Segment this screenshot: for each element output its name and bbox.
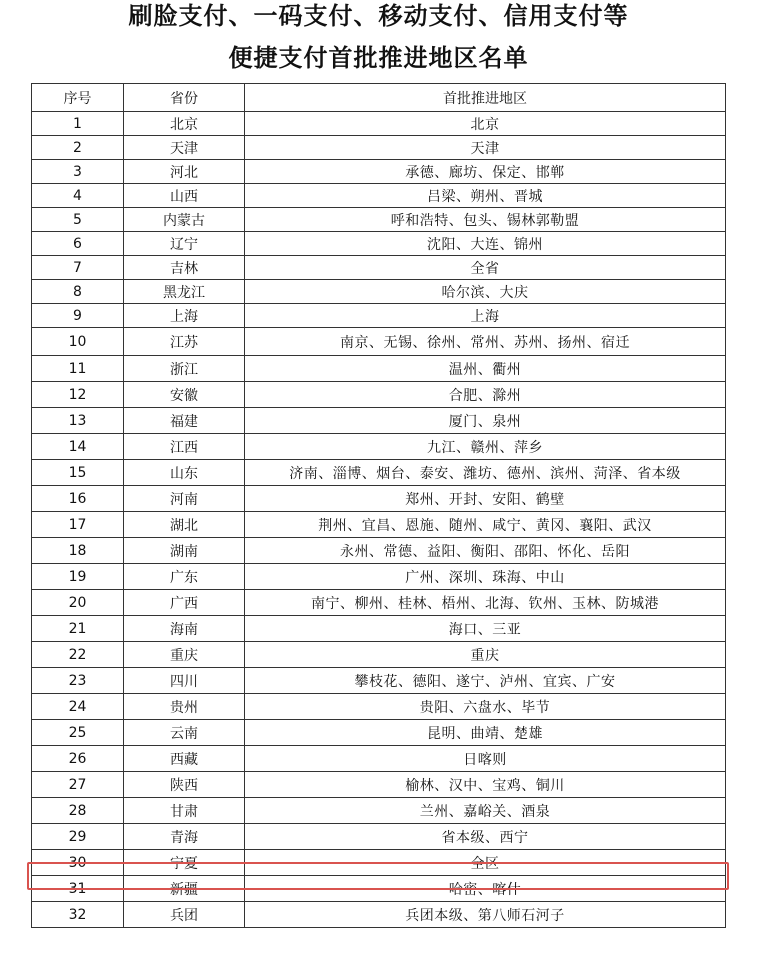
table-row xyxy=(32,850,726,876)
row-number: 31 xyxy=(32,876,124,902)
row-province: 福建 xyxy=(124,408,245,434)
row-number: 7 xyxy=(32,256,124,280)
table-row xyxy=(32,356,726,382)
row-number: 1 xyxy=(32,112,124,136)
row-province: 安徽 xyxy=(124,382,245,408)
row-number: 18 xyxy=(32,538,124,564)
table-header-row xyxy=(32,84,726,112)
table-row xyxy=(32,668,726,694)
table-row xyxy=(32,208,726,232)
row-province: 河南 xyxy=(124,486,245,512)
row-province: 吉林 xyxy=(124,256,245,280)
row-regions: 榆林、汉中、宝鸡、铜川 xyxy=(245,772,726,798)
table-row xyxy=(32,256,726,280)
table-row xyxy=(32,746,726,772)
row-regions: 哈尔滨、大庆 xyxy=(245,280,726,304)
row-regions: 兵团本级、第八师石河子 xyxy=(245,902,726,928)
table-row xyxy=(32,824,726,850)
row-province: 新疆 xyxy=(124,876,245,902)
table-row xyxy=(32,460,726,486)
row-number: 30 xyxy=(32,850,124,876)
row-regions: 重庆 xyxy=(245,642,726,668)
row-province: 湖南 xyxy=(124,538,245,564)
table-row xyxy=(32,184,726,208)
table-row xyxy=(32,408,726,434)
header-number: 序号 xyxy=(32,84,124,112)
row-number: 11 xyxy=(32,356,124,382)
row-province: 湖北 xyxy=(124,512,245,538)
row-number: 27 xyxy=(32,772,124,798)
row-regions: 日喀则 xyxy=(245,746,726,772)
row-number: 6 xyxy=(32,232,124,256)
row-number: 20 xyxy=(32,590,124,616)
row-regions: 攀枝花、德阳、遂宁、泸州、宜宾、广安 xyxy=(245,668,726,694)
row-regions: 哈密、喀什 xyxy=(245,876,726,902)
table-row xyxy=(32,538,726,564)
title-line-1: 刷脸支付、一码支付、移动支付、信用支付等 xyxy=(128,1,629,30)
row-province: 北京 xyxy=(124,112,245,136)
row-number: 9 xyxy=(32,304,124,328)
table-row xyxy=(32,772,726,798)
row-number: 13 xyxy=(32,408,124,434)
row-regions: 上海 xyxy=(245,304,726,328)
row-province: 四川 xyxy=(124,668,245,694)
row-number: 26 xyxy=(32,746,124,772)
row-number: 32 xyxy=(32,902,124,928)
row-province: 海南 xyxy=(124,616,245,642)
row-number: 21 xyxy=(32,616,124,642)
row-province: 上海 xyxy=(124,304,245,328)
row-province: 青海 xyxy=(124,824,245,850)
table-row xyxy=(32,328,726,356)
row-regions: 呼和浩特、包头、锡林郭勒盟 xyxy=(245,208,726,232)
row-regions: 天津 xyxy=(245,136,726,160)
table-row xyxy=(32,382,726,408)
row-number: 5 xyxy=(32,208,124,232)
table-row xyxy=(32,136,726,160)
row-province: 西藏 xyxy=(124,746,245,772)
row-province: 山东 xyxy=(124,460,245,486)
table-row xyxy=(32,642,726,668)
row-regions: 全省 xyxy=(245,256,726,280)
table-row xyxy=(32,232,726,256)
row-province: 重庆 xyxy=(124,642,245,668)
row-regions: 海口、三亚 xyxy=(245,616,726,642)
row-province: 黑龙江 xyxy=(124,280,245,304)
row-province: 山西 xyxy=(124,184,245,208)
header-regions: 首批推进地区 xyxy=(245,84,726,112)
table-row xyxy=(32,280,726,304)
row-number: 14 xyxy=(32,434,124,460)
row-number: 15 xyxy=(32,460,124,486)
row-number: 17 xyxy=(32,512,124,538)
row-regions: 北京 xyxy=(245,112,726,136)
table-row xyxy=(32,694,726,720)
row-regions: 省本级、西宁 xyxy=(245,824,726,850)
table-row xyxy=(32,160,726,184)
row-number: 3 xyxy=(32,160,124,184)
row-regions: 合肥、滁州 xyxy=(245,382,726,408)
row-regions: 南京、无锡、徐州、常州、苏州、扬州、宿迁 xyxy=(245,328,726,356)
row-province: 天津 xyxy=(124,136,245,160)
row-regions: 沈阳、大连、锦州 xyxy=(245,232,726,256)
row-province: 江苏 xyxy=(124,328,245,356)
row-province: 浙江 xyxy=(124,356,245,382)
row-province: 辽宁 xyxy=(124,232,245,256)
row-regions: 九江、赣州、萍乡 xyxy=(245,434,726,460)
row-province: 广东 xyxy=(124,564,245,590)
row-province: 甘肃 xyxy=(124,798,245,824)
row-regions: 南宁、柳州、桂林、梧州、北海、钦州、玉林、防城港 xyxy=(245,590,726,616)
row-regions: 荆州、宜昌、恩施、随州、咸宁、黄冈、襄阳、武汉 xyxy=(245,512,726,538)
row-regions: 厦门、泉州 xyxy=(245,408,726,434)
table-row xyxy=(32,486,726,512)
table-row xyxy=(32,590,726,616)
table-row xyxy=(32,720,726,746)
row-number: 22 xyxy=(32,642,124,668)
row-province: 内蒙古 xyxy=(124,208,245,232)
row-regions: 贵阳、六盘水、毕节 xyxy=(245,694,726,720)
row-number: 19 xyxy=(32,564,124,590)
row-number: 28 xyxy=(32,798,124,824)
header-province: 省份 xyxy=(124,84,245,112)
row-regions: 温州、衢州 xyxy=(245,356,726,382)
row-number: 16 xyxy=(32,486,124,512)
row-regions: 广州、深圳、珠海、中山 xyxy=(245,564,726,590)
row-number: 23 xyxy=(32,668,124,694)
table-row xyxy=(32,112,726,136)
row-number: 10 xyxy=(32,328,124,356)
row-province: 广西 xyxy=(124,590,245,616)
row-regions: 郑州、开封、安阳、鹤壁 xyxy=(245,486,726,512)
row-regions: 昆明、曲靖、楚雄 xyxy=(245,720,726,746)
row-regions: 吕梁、朔州、晋城 xyxy=(245,184,726,208)
row-province: 陕西 xyxy=(124,772,245,798)
table-row xyxy=(32,304,726,328)
table-body xyxy=(32,112,726,928)
table-row xyxy=(32,876,726,902)
row-regions: 兰州、嘉峪关、酒泉 xyxy=(245,798,726,824)
row-number: 2 xyxy=(32,136,124,160)
row-number: 12 xyxy=(32,382,124,408)
row-number: 4 xyxy=(32,184,124,208)
table-row xyxy=(32,564,726,590)
row-number: 25 xyxy=(32,720,124,746)
row-number: 29 xyxy=(32,824,124,850)
row-province: 云南 xyxy=(124,720,245,746)
table-row xyxy=(32,616,726,642)
row-regions: 永州、常德、益阳、衡阳、邵阳、怀化、岳阳 xyxy=(245,538,726,564)
row-number: 8 xyxy=(32,280,124,304)
table-row xyxy=(32,902,726,928)
row-regions: 济南、淄博、烟台、泰安、潍坊、德州、滨州、菏泽、省本级 xyxy=(245,460,726,486)
row-province: 江西 xyxy=(124,434,245,460)
table-row xyxy=(32,512,726,538)
row-province: 兵团 xyxy=(124,902,245,928)
row-regions: 全区 xyxy=(245,850,726,876)
regions-table xyxy=(31,83,726,928)
row-province: 河北 xyxy=(124,160,245,184)
table-row xyxy=(32,434,726,460)
row-province: 宁夏 xyxy=(124,850,245,876)
row-regions: 承德、廊坊、保定、邯郸 xyxy=(245,160,726,184)
title-line-2: 便捷支付首批推进地区名单 xyxy=(228,43,529,72)
row-number: 24 xyxy=(32,694,124,720)
table-row xyxy=(32,798,726,824)
row-province: 贵州 xyxy=(124,694,245,720)
